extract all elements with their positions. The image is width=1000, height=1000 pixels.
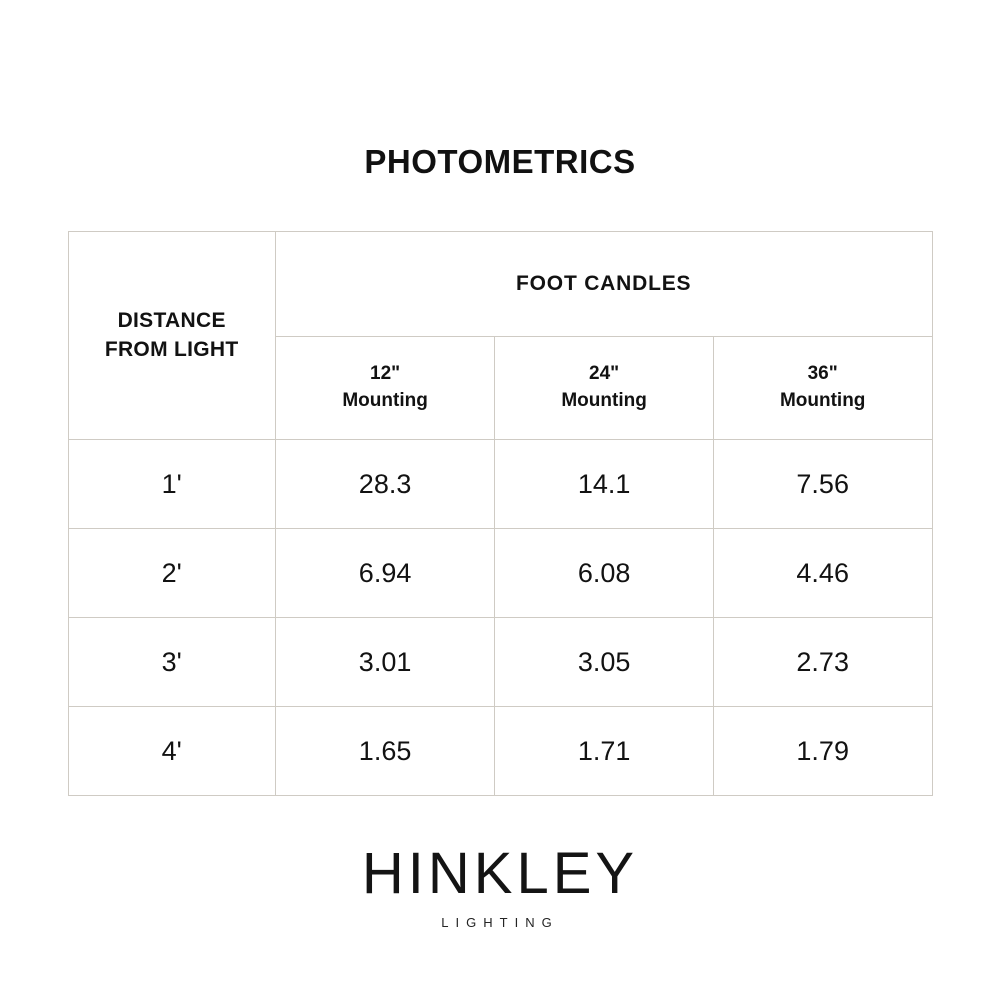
cell-r2c2: 6.08 (495, 529, 714, 618)
photometrics-table-wrapper (68, 231, 933, 796)
distance-header-line2: FROM LIGHT (104, 337, 239, 361)
cell-r3c3: 2.73 (713, 618, 932, 707)
column-header-12in (275, 337, 494, 440)
photometrics-table (68, 231, 933, 796)
brand-logo (0, 841, 1000, 930)
row-distance-2: 2' (68, 529, 275, 618)
cell-r1c1: 28.3 (275, 440, 494, 529)
brand-name: HINKLEY (361, 841, 639, 906)
distance-from-light-header (68, 232, 275, 440)
cell-r4c3: 1.79 (713, 707, 932, 796)
distance-header-line1: DISTANCE (117, 309, 226, 333)
cell-r2c1: 6.94 (275, 529, 494, 618)
cell-r1c3: 7.56 (713, 440, 932, 529)
column-header-24in-size: 24" (589, 363, 620, 385)
row-distance-4: 4' (68, 707, 275, 796)
cell-r4c1: 1.65 (275, 707, 494, 796)
foot-candles-header: FOOT CANDLES (275, 232, 932, 337)
cell-r4c2: 1.71 (495, 707, 714, 796)
cell-r3c2: 3.05 (495, 618, 714, 707)
column-header-36in-size: 36" (807, 363, 838, 385)
cell-r1c2: 14.1 (495, 440, 714, 529)
table-row (68, 618, 932, 707)
table-row (68, 707, 932, 796)
cell-r2c3: 4.46 (713, 529, 932, 618)
table-row (68, 440, 932, 529)
table-header-row-top (68, 232, 932, 337)
column-header-12in-size: 12" (370, 363, 401, 385)
page-title: PHOTOMETRICS (364, 143, 636, 180)
table-row (68, 529, 932, 618)
column-header-36in-mounting: Mounting (779, 390, 866, 411)
cell-r3c1: 3.01 (275, 618, 494, 707)
row-distance-1: 1' (68, 440, 275, 529)
column-header-24in-mounting: Mounting (561, 390, 647, 411)
column-header-36in (713, 337, 932, 440)
brand-tagline: LIGHTING (441, 915, 559, 930)
column-header-12in-mounting: Mounting (342, 390, 428, 411)
row-distance-3: 3' (68, 618, 275, 707)
column-header-24in (495, 337, 714, 440)
